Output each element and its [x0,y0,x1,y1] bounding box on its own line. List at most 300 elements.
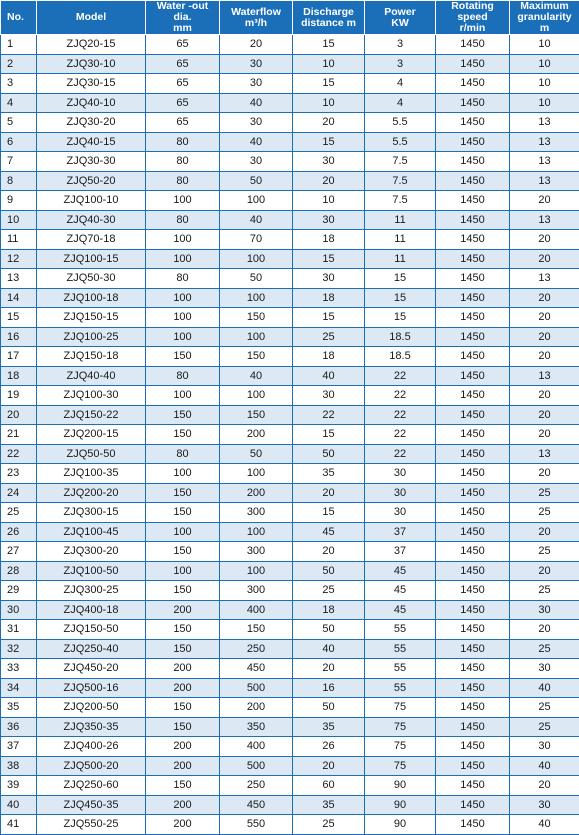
header-power-line2: KW [367,18,433,29]
cell-no: 31 [1,620,37,640]
cell-power: 3 [365,35,436,55]
cell-waterflow: 30 [220,152,293,172]
cell-rotating-speed: 1450 [436,600,510,620]
table-row [1,132,579,152]
header-row [1,1,579,35]
cell-power: 90 [365,776,436,796]
cell-water-out-dia: 150 [146,542,220,562]
cell-max-granularity: 20 [510,230,579,250]
cell-no: 28 [1,561,37,581]
cell-water-out-dia: 65 [146,74,220,94]
cell-discharge-distance: 35 [293,717,365,737]
cell-max-granularity: 30 [510,795,579,815]
cell-water-out-dia: 200 [146,600,220,620]
cell-rotating-speed: 1450 [436,717,510,737]
cell-power: 15 [365,308,436,328]
cell-rotating-speed: 1450 [436,35,510,55]
table-row [1,678,579,698]
cell-no: 23 [1,464,37,484]
cell-no: 21 [1,425,37,445]
cell-discharge-distance: 50 [293,620,365,640]
cell-max-granularity: 13 [510,269,579,289]
cell-power: 55 [365,639,436,659]
cell-max-granularity: 10 [510,35,579,55]
cell-discharge-distance: 16 [293,678,365,698]
cell-no: 34 [1,678,37,698]
header-model [37,1,146,35]
cell-no: 27 [1,542,37,562]
cell-no: 2 [1,54,37,74]
cell-model: ZJQ550-25 [37,815,146,835]
cell-no: 18 [1,366,37,386]
cell-max-granularity: 10 [510,74,579,94]
cell-model: ZJQ40-40 [37,366,146,386]
cell-water-out-dia: 150 [146,483,220,503]
cell-model: ZJQ40-15 [37,132,146,152]
cell-discharge-distance: 25 [293,815,365,835]
cell-no: 7 [1,152,37,172]
table-row [1,639,579,659]
cell-no: 3 [1,74,37,94]
cell-discharge-distance: 26 [293,737,365,757]
cell-power: 30 [365,464,436,484]
cell-waterflow: 150 [220,620,293,640]
cell-rotating-speed: 1450 [436,737,510,757]
cell-waterflow: 200 [220,425,293,445]
cell-water-out-dia: 80 [146,444,220,464]
cell-water-out-dia: 150 [146,347,220,367]
cell-discharge-distance: 10 [293,93,365,113]
cell-water-out-dia: 200 [146,815,220,835]
cell-water-out-dia: 150 [146,503,220,523]
header-discharge-distance-line1: Discharge [295,7,362,18]
cell-no: 20 [1,405,37,425]
cell-water-out-dia: 65 [146,54,220,74]
table-row [1,483,579,503]
table-row [1,425,579,445]
cell-model: ZJQ50-20 [37,171,146,191]
cell-water-out-dia: 80 [146,152,220,172]
cell-discharge-distance: 40 [293,366,365,386]
cell-model: ZJQ150-18 [37,347,146,367]
cell-rotating-speed: 1450 [436,327,510,347]
cell-rotating-speed: 1450 [436,308,510,328]
cell-no: 16 [1,327,37,347]
cell-waterflow: 100 [220,191,293,211]
table-row [1,581,579,601]
cell-model: ZJQ200-15 [37,425,146,445]
cell-waterflow: 20 [220,35,293,55]
table-row [1,113,579,133]
header-water-out-dia-line1: Water -out dia. [148,1,217,23]
cell-power: 75 [365,737,436,757]
cell-model: ZJQ100-10 [37,191,146,211]
cell-model: ZJQ250-40 [37,639,146,659]
table-row [1,54,579,74]
cell-power: 11 [365,210,436,230]
cell-no: 26 [1,522,37,542]
table-row [1,288,579,308]
cell-rotating-speed: 1450 [436,503,510,523]
cell-water-out-dia: 150 [146,620,220,640]
cell-no: 1 [1,35,37,55]
cell-rotating-speed: 1450 [436,191,510,211]
cell-rotating-speed: 1450 [436,425,510,445]
cell-model: ZJQ300-20 [37,542,146,562]
cell-water-out-dia: 150 [146,425,220,445]
cell-max-granularity: 13 [510,366,579,386]
cell-rotating-speed: 1450 [436,347,510,367]
cell-waterflow: 100 [220,386,293,406]
cell-waterflow: 100 [220,464,293,484]
cell-power: 75 [365,756,436,776]
cell-water-out-dia: 65 [146,113,220,133]
cell-max-granularity: 20 [510,776,579,796]
cell-discharge-distance: 20 [293,171,365,191]
cell-no: 36 [1,717,37,737]
cell-model: ZJQ100-30 [37,386,146,406]
cell-power: 30 [365,503,436,523]
table-row [1,464,579,484]
cell-discharge-distance: 18 [293,230,365,250]
cell-max-granularity: 20 [510,308,579,328]
table-row [1,620,579,640]
cell-model: ZJQ30-30 [37,152,146,172]
cell-power: 18.5 [365,347,436,367]
table-row [1,366,579,386]
cell-power: 55 [365,659,436,679]
cell-discharge-distance: 50 [293,561,365,581]
cell-rotating-speed: 1450 [436,776,510,796]
cell-max-granularity: 20 [510,561,579,581]
cell-no: 32 [1,639,37,659]
table-row [1,171,579,191]
cell-discharge-distance: 30 [293,210,365,230]
cell-model: ZJQ30-20 [37,113,146,133]
cell-power: 15 [365,269,436,289]
cell-no: 14 [1,288,37,308]
cell-rotating-speed: 1450 [436,795,510,815]
cell-discharge-distance: 50 [293,444,365,464]
cell-rotating-speed: 1450 [436,386,510,406]
cell-no: 6 [1,132,37,152]
table-row [1,776,579,796]
cell-waterflow: 30 [220,74,293,94]
cell-no: 24 [1,483,37,503]
cell-model: ZJQ200-20 [37,483,146,503]
cell-waterflow: 250 [220,776,293,796]
cell-water-out-dia: 150 [146,776,220,796]
table-row [1,542,579,562]
cell-power: 75 [365,717,436,737]
cell-rotating-speed: 1450 [436,464,510,484]
table-row [1,386,579,406]
table-row [1,210,579,230]
cell-water-out-dia: 200 [146,795,220,815]
cell-waterflow: 300 [220,581,293,601]
cell-max-granularity: 13 [510,152,579,172]
cell-discharge-distance: 30 [293,386,365,406]
cell-waterflow: 450 [220,795,293,815]
cell-max-granularity: 25 [510,717,579,737]
cell-power: 18.5 [365,327,436,347]
cell-model: ZJQ150-15 [37,308,146,328]
cell-power: 30 [365,483,436,503]
table-row [1,717,579,737]
cell-rotating-speed: 1450 [436,210,510,230]
cell-waterflow: 500 [220,678,293,698]
cell-power: 55 [365,678,436,698]
cell-water-out-dia: 150 [146,698,220,718]
table-row [1,347,579,367]
table-row [1,659,579,679]
cell-no: 30 [1,600,37,620]
cell-waterflow: 100 [220,249,293,269]
cell-waterflow: 50 [220,444,293,464]
cell-max-granularity: 13 [510,171,579,191]
cell-no: 12 [1,249,37,269]
cell-rotating-speed: 1450 [436,639,510,659]
cell-discharge-distance: 45 [293,522,365,542]
table-row [1,93,579,113]
table-body [1,35,579,835]
cell-waterflow: 100 [220,522,293,542]
table-row [1,756,579,776]
cell-power: 4 [365,93,436,113]
cell-water-out-dia: 80 [146,366,220,386]
cell-waterflow: 400 [220,737,293,757]
cell-water-out-dia: 100 [146,230,220,250]
cell-waterflow: 100 [220,561,293,581]
cell-rotating-speed: 1450 [436,659,510,679]
cell-rotating-speed: 1450 [436,561,510,581]
header-rotating-speed-line1: Rotating speed [438,1,507,23]
header-no [1,1,37,35]
table-row [1,561,579,581]
cell-power: 15 [365,288,436,308]
cell-water-out-dia: 200 [146,678,220,698]
cell-model: ZJQ400-18 [37,600,146,620]
cell-water-out-dia: 80 [146,132,220,152]
header-no-line1: No. [7,12,34,23]
cell-power: 37 [365,522,436,542]
cell-max-granularity: 20 [510,522,579,542]
cell-model: ZJQ200-50 [37,698,146,718]
cell-rotating-speed: 1450 [436,113,510,133]
cell-power: 90 [365,795,436,815]
cell-discharge-distance: 15 [293,132,365,152]
table-row [1,522,579,542]
cell-rotating-speed: 1450 [436,93,510,113]
cell-waterflow: 550 [220,815,293,835]
cell-rotating-speed: 1450 [436,678,510,698]
cell-max-granularity: 40 [510,815,579,835]
table-row [1,737,579,757]
cell-model: ZJQ100-25 [37,327,146,347]
cell-rotating-speed: 1450 [436,522,510,542]
cell-no: 39 [1,776,37,796]
cell-discharge-distance: 50 [293,698,365,718]
cell-no: 5 [1,113,37,133]
cell-discharge-distance: 20 [293,756,365,776]
cell-waterflow: 100 [220,288,293,308]
cell-no: 40 [1,795,37,815]
cell-water-out-dia: 65 [146,93,220,113]
table-row [1,249,579,269]
cell-rotating-speed: 1450 [436,620,510,640]
cell-no: 10 [1,210,37,230]
cell-model: ZJQ150-22 [37,405,146,425]
cell-power: 7.5 [365,152,436,172]
header-waterflow-line2: m³/h [222,18,290,29]
cell-discharge-distance: 18 [293,288,365,308]
cell-max-granularity: 20 [510,327,579,347]
table-row [1,269,579,289]
cell-power: 3 [365,54,436,74]
cell-discharge-distance: 35 [293,795,365,815]
cell-waterflow: 500 [220,756,293,776]
cell-water-out-dia: 100 [146,386,220,406]
cell-discharge-distance: 15 [293,425,365,445]
cell-max-granularity: 25 [510,639,579,659]
cell-power: 4 [365,74,436,94]
cell-water-out-dia: 100 [146,191,220,211]
cell-waterflow: 250 [220,639,293,659]
cell-waterflow: 30 [220,54,293,74]
cell-model: ZJQ50-30 [37,269,146,289]
cell-discharge-distance: 10 [293,191,365,211]
cell-model: ZJQ350-35 [37,717,146,737]
cell-water-out-dia: 100 [146,308,220,328]
cell-rotating-speed: 1450 [436,483,510,503]
cell-model: ZJQ100-35 [37,464,146,484]
table-row [1,698,579,718]
cell-no: 38 [1,756,37,776]
cell-rotating-speed: 1450 [436,249,510,269]
cell-max-granularity: 25 [510,542,579,562]
cell-power: 7.5 [365,191,436,211]
table-row [1,230,579,250]
cell-water-out-dia: 65 [146,35,220,55]
cell-waterflow: 40 [220,93,293,113]
header-water-out-dia [146,1,220,35]
cell-rotating-speed: 1450 [436,132,510,152]
cell-rotating-speed: 1450 [436,152,510,172]
cell-water-out-dia: 80 [146,269,220,289]
cell-waterflow: 150 [220,405,293,425]
cell-model: ZJQ70-18 [37,230,146,250]
table-row [1,600,579,620]
cell-model: ZJQ20-15 [37,35,146,55]
cell-rotating-speed: 1450 [436,74,510,94]
cell-no: 4 [1,93,37,113]
cell-water-out-dia: 150 [146,405,220,425]
cell-water-out-dia: 100 [146,522,220,542]
cell-rotating-speed: 1450 [436,269,510,289]
header-discharge-distance [293,1,365,35]
header-max-granularity-line1: Maximum [512,1,577,12]
cell-power: 45 [365,581,436,601]
cell-max-granularity: 20 [510,347,579,367]
cell-max-granularity: 20 [510,425,579,445]
cell-rotating-speed: 1450 [436,171,510,191]
cell-no: 35 [1,698,37,718]
table-row [1,405,579,425]
cell-power: 11 [365,230,436,250]
header-power [365,1,436,35]
header-model-line1: Model [39,12,143,23]
cell-waterflow: 40 [220,210,293,230]
cell-model: ZJQ450-20 [37,659,146,679]
cell-power: 5.5 [365,113,436,133]
cell-rotating-speed: 1450 [436,815,510,835]
cell-discharge-distance: 40 [293,639,365,659]
cell-discharge-distance: 15 [293,35,365,55]
cell-max-granularity: 20 [510,620,579,640]
cell-no: 13 [1,269,37,289]
cell-model: ZJQ30-15 [37,74,146,94]
cell-max-granularity: 13 [510,210,579,230]
cell-model: ZJQ250-60 [37,776,146,796]
cell-rotating-speed: 1450 [436,581,510,601]
header-water-out-dia-line2: mm [148,23,217,34]
cell-discharge-distance: 20 [293,659,365,679]
cell-power: 7.5 [365,171,436,191]
cell-model: ZJQ100-50 [37,561,146,581]
header-power-line1: Power [367,7,433,18]
cell-water-out-dia: 200 [146,659,220,679]
table-row [1,308,579,328]
cell-power: 45 [365,561,436,581]
cell-no: 8 [1,171,37,191]
cell-no: 11 [1,230,37,250]
cell-no: 19 [1,386,37,406]
table-row [1,815,579,835]
cell-waterflow: 450 [220,659,293,679]
cell-discharge-distance: 20 [293,542,365,562]
cell-model: ZJQ300-15 [37,503,146,523]
cell-power: 22 [365,444,436,464]
cell-waterflow: 350 [220,717,293,737]
cell-max-granularity: 30 [510,659,579,679]
cell-waterflow: 40 [220,366,293,386]
cell-water-out-dia: 150 [146,717,220,737]
cell-waterflow: 40 [220,132,293,152]
cell-no: 15 [1,308,37,328]
cell-rotating-speed: 1450 [436,405,510,425]
cell-power: 22 [365,386,436,406]
cell-discharge-distance: 18 [293,347,365,367]
cell-discharge-distance: 20 [293,113,365,133]
cell-discharge-distance: 10 [293,54,365,74]
cell-no: 33 [1,659,37,679]
cell-no: 9 [1,191,37,211]
cell-max-granularity: 25 [510,503,579,523]
table-row [1,444,579,464]
cell-waterflow: 50 [220,269,293,289]
cell-model: ZJQ50-50 [37,444,146,464]
cell-discharge-distance: 18 [293,600,365,620]
cell-discharge-distance: 15 [293,249,365,269]
cell-power: 90 [365,815,436,835]
cell-water-out-dia: 150 [146,581,220,601]
cell-power: 22 [365,366,436,386]
cell-no: 25 [1,503,37,523]
header-waterflow-line1: Waterflow [222,7,290,18]
cell-discharge-distance: 30 [293,269,365,289]
cell-model: ZJQ30-10 [37,54,146,74]
cell-waterflow: 70 [220,230,293,250]
